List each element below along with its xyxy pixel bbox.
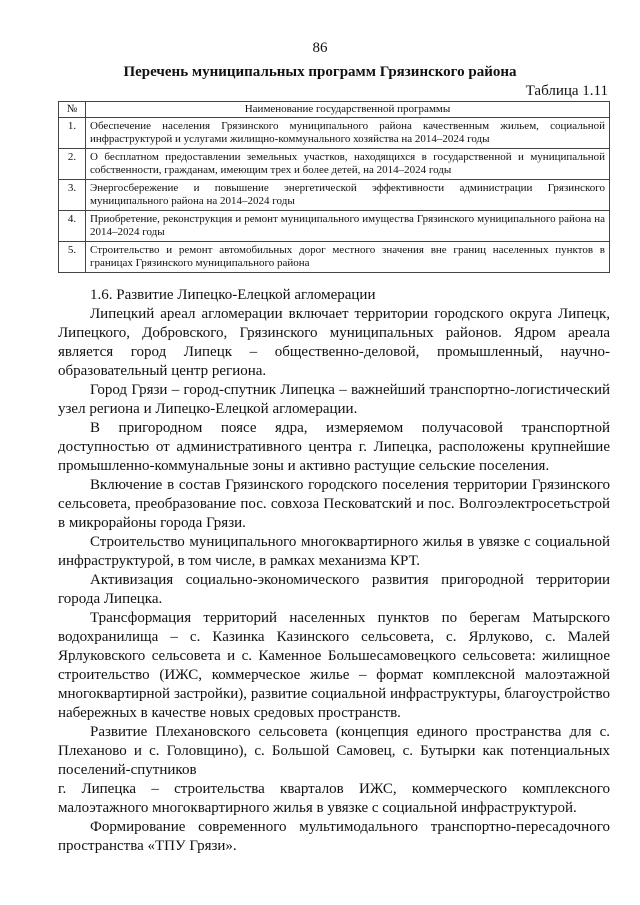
paragraph-continuation: г. Липецка – строительства кварталов ИЖС, коммерческого комплексного малоэтажного многоквартирного жилья в увязке с социальной инфраструктурой. (58, 781, 610, 816)
row-program-name: О бесплатном предоставлении земельных участков, находящихся в государственной и муниципальной собственности, гражданам, имеющим трех и более детей, на 2014–2024 годы (86, 149, 610, 180)
row-number: 2. (59, 149, 86, 180)
row-program-name: Обеспечение населения Грязинского муниципального района качественным жильем, социальной инфраструктурой и услугами жилищно-коммунального хозяйства на 2014–2024 годы (86, 118, 610, 149)
table-row (59, 180, 610, 211)
page-number: 86 (312, 40, 328, 56)
paragraph: Город Грязи – город-спутник Липецка – важнейший транспортно-логистический узел региона и Липецко-Елецкой агломерации. (58, 382, 610, 417)
row-program-name: Строительство и ремонт автомобильных дорог местного значения вне границ населенных пунктов в границах Грязинского муниципального района (86, 242, 610, 273)
paragraph: В пригородном поясе ядра, измеряемом получасовой транспортной доступностью от административного центра г. Липецка, расположены крупнейшие промышленно-коммунальные зоны и активно растущие сельские поселения. (58, 420, 610, 474)
programs-table (58, 101, 610, 273)
row-program-name: Энергосбережение и повышение энергетической эффективности администрации Грязинского муниципального района на 2014–2024 годы (86, 180, 610, 211)
table-row (59, 149, 610, 180)
header-number: № (59, 102, 86, 118)
paragraph: Трансформация территорий населенных пунктов по берегам Матырского водохранилища – с. Казинка Казинского сельсовета, с. Ярлуково, с. Малей Ярлуковского сельсовета и с. Каменное Большесамовецкого сельсовета: жилищное строительство (ИЖС, коммерческое жилье – формат комплексной малоэтажной многоквартирной застройки), развитие социальной инфраструктуры, благоустройство набережных в качестве новых средовых пространств. (58, 610, 610, 721)
paragraph: Активизация социально-экономического развития пригородной территории города Липецка. (58, 572, 610, 607)
document-title: Перечень муниципальных программ Грязинского района (123, 64, 517, 80)
paragraph: Липецкий ареал агломерации включает территории городского округа Липецк, Липецкого, Добровского, Грязинского муниципальных районов. Ядром ареала является город Липецк – общественно-деловой, промышленный, научно-образовательный центр региона. (58, 306, 610, 379)
paragraph: Формирование современного мультимодального транспортно-пересадочного пространства «ТПУ Грязи». (58, 819, 610, 854)
paragraph: Развитие Плехановского сельсовета (концепция единого пространства для с. Плеханово и с. Головщино), с. Большой Самовец, с. Бутырки как потенциальных поселений-спутников (58, 724, 610, 778)
table-row (59, 211, 610, 242)
row-program-name: Приобретение, реконструкция и ремонт муниципального имущества Грязинского муниципального района на 2014–2024 годы (86, 211, 610, 242)
row-number: 1. (59, 118, 86, 149)
paragraph: Включение в состав Грязинского городского поселения территории Грязинского сельсовета, преобразование пос. совхоза Песковатский и пос. Волгоэлектросетьстрой в микрорайоны города Грязи. (58, 477, 610, 531)
table-row (59, 118, 610, 149)
paragraph: Строительство муниципального многоквартирного жилья в увязке с социальной инфраструктурой, в том числе, в рамках механизма КРТ. (58, 534, 610, 569)
row-number: 3. (59, 180, 86, 211)
table-caption: Таблица 1.11 (525, 83, 608, 99)
row-number: 5. (59, 242, 86, 273)
section-body (58, 286, 610, 856)
section-heading: 1.6. Развитие Липецко-Елецкой агломерации (90, 287, 376, 303)
table-header-row (59, 102, 610, 118)
row-number: 4. (59, 211, 86, 242)
header-program-name: Наименование государственной программы (86, 102, 610, 118)
table-row (59, 242, 610, 273)
